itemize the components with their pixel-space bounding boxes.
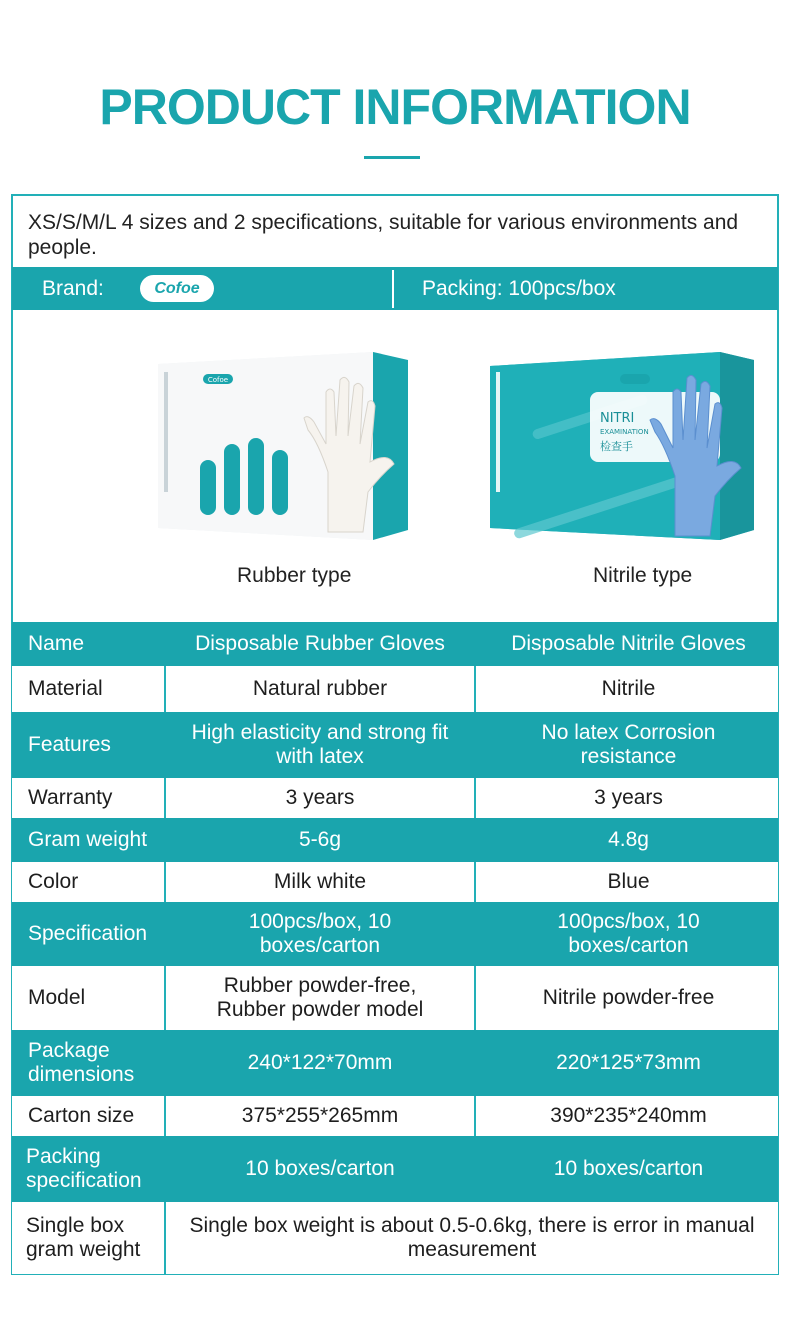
table-row <box>12 666 778 712</box>
spec-name: Name <box>28 632 85 655</box>
spec-nitrile-value: 390*235*240mm <box>550 1104 707 1127</box>
nitrile-type-caption: Nitrile type <box>593 564 693 587</box>
spec-name: Carton size <box>28 1104 135 1127</box>
spec-name: Material <box>28 677 103 700</box>
table-row <box>12 966 778 1030</box>
spec-rubber-value: 240*122*70mm <box>247 1051 393 1074</box>
spec-name: Model <box>28 986 86 1009</box>
spec-shared-value: Single box weight is about 0.5-0.6kg, there is error in manual measurement <box>164 1202 778 1274</box>
spec-nitrile-value: Blue <box>607 870 650 893</box>
svg-text:检查手: 检查手 <box>600 440 633 453</box>
spec-rubber-value: 3 years <box>164 778 476 818</box>
spec-nitrile-value: Nitrile powder-free <box>542 986 715 1009</box>
spec-nitrile-value: 4.8g <box>608 828 649 851</box>
spec-nitrile-value: No latex Corrosion resistance <box>541 721 716 768</box>
nitrile-glove-box-image <box>490 352 754 540</box>
spec-rubber-value: 375*255*265mm <box>164 1096 476 1136</box>
spec-rubber-value: Disposable Rubber Gloves <box>195 632 445 655</box>
spec-nitrile-value: Nitrile <box>601 677 656 700</box>
intro-text: XS/S/M/L 4 sizes and 2 specifications, suitable for various environments and people. <box>28 211 739 259</box>
rubber-glove-box-image <box>158 352 408 540</box>
spec-name: Gram weight <box>28 828 148 851</box>
table-row <box>12 1030 778 1096</box>
spec-nitrile-value: 3 years <box>594 786 663 809</box>
brand-label: Brand: <box>42 277 104 300</box>
spec-rubber-value: 100pcs/box, 10 boxes/carton <box>248 910 392 957</box>
spec-nitrile-value: 10 boxes/carton <box>553 1157 704 1180</box>
table-row <box>12 862 778 902</box>
table-row <box>12 1136 778 1202</box>
spec-rubber-value: Natural rubber <box>164 666 476 712</box>
svg-text:Cofoe: Cofoe <box>207 376 229 384</box>
spec-rubber-value: 10 boxes/carton <box>245 1157 395 1180</box>
table-row <box>12 778 778 818</box>
table-row <box>12 712 778 778</box>
spec-name: Packing specification <box>26 1145 142 1192</box>
spec-rubber-value: Rubber powder-free, Rubber powder model <box>164 966 476 1030</box>
title-underline <box>364 156 420 159</box>
rubber-type-caption: Rubber type <box>237 564 352 587</box>
spec-nitrile-value: 100pcs/box, 10 boxes/carton <box>557 910 700 957</box>
brand-logo: Cofoe <box>140 275 214 302</box>
brand-bar <box>12 267 778 310</box>
table-row <box>12 818 778 862</box>
spec-name: Features <box>28 733 111 756</box>
spec-rubber-value: 5-6g <box>298 828 342 851</box>
spec-nitrile-value: 220*125*73mm <box>556 1051 701 1074</box>
table-row <box>12 622 778 666</box>
table-row <box>12 1202 778 1274</box>
spec-name: Warranty <box>28 786 113 809</box>
svg-text:NITRI: NITRI <box>600 411 635 426</box>
page-title: PRODUCT INFORMATION <box>99 79 691 135</box>
spec-nitrile-value: Disposable Nitrile Gloves <box>511 632 746 655</box>
packing-info: Packing: 100pcs/box <box>422 277 616 300</box>
spec-rubber-value: High elasticity and strong fit with latex <box>191 721 449 768</box>
table-row <box>12 902 778 966</box>
spec-name: Package dimensions <box>28 1039 135 1086</box>
table-row <box>12 1096 778 1136</box>
brand-divider <box>392 270 394 308</box>
spec-name: Specification <box>28 922 148 945</box>
spec-name: Color <box>28 870 79 893</box>
spec-rubber-value: Milk white <box>164 862 476 902</box>
svg-text:EXAMINATION: EXAMINATION <box>600 428 649 436</box>
spec-name: Single box gram weight <box>26 1214 141 1261</box>
